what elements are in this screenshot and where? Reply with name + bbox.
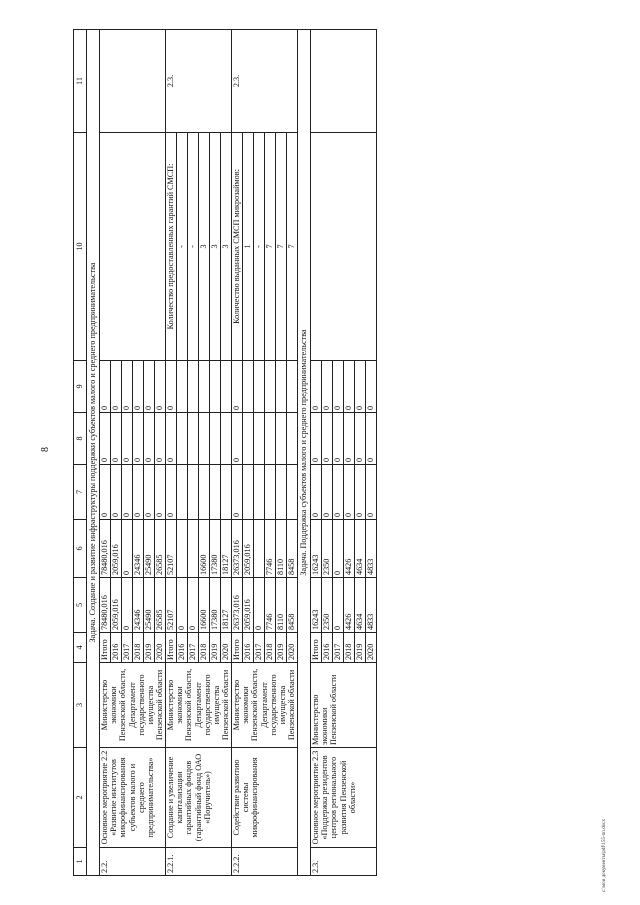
value-cell xyxy=(188,361,199,413)
value-cell: 18127 xyxy=(221,578,232,633)
value-cell: 4634 xyxy=(355,578,366,633)
measure-executor: Министерство экономики Пензенской области xyxy=(311,663,377,748)
value-cell: 4833 xyxy=(366,578,377,633)
value-cell xyxy=(276,413,287,465)
value-cell: 0 xyxy=(122,361,133,413)
year-cell: 2016 xyxy=(243,633,254,663)
column-number: 9 xyxy=(74,361,87,413)
value-cell xyxy=(287,413,298,465)
value-cell: 0 xyxy=(333,578,344,633)
value-cell xyxy=(221,361,232,413)
value-cell: 0 xyxy=(232,465,243,520)
table-row xyxy=(232,30,243,876)
column-number: 8 xyxy=(74,413,87,465)
value-cell: 2059,016 xyxy=(111,520,122,578)
task-heading: Задача. Поддержка субъектов малого и среднего предпринимательства xyxy=(298,30,311,876)
value-cell: 18127 xyxy=(221,520,232,578)
value-cell: 0 xyxy=(355,465,366,520)
value-cell: 0 xyxy=(111,361,122,413)
value-cell: 0 xyxy=(100,465,111,520)
value-cell: 0 xyxy=(333,520,344,578)
value-cell xyxy=(199,361,210,413)
table-row xyxy=(311,30,322,876)
value-cell xyxy=(243,361,254,413)
value-cell: 24346 xyxy=(133,578,144,633)
value-cell: 0 xyxy=(155,465,166,520)
value-cell: 16600 xyxy=(199,520,210,578)
value-cell: 0 xyxy=(254,578,265,633)
value-cell: 0 xyxy=(311,465,322,520)
value-cell: 0 xyxy=(366,413,377,465)
value-cell: 16600 xyxy=(199,578,210,633)
value-cell xyxy=(254,361,265,413)
value-cell: 7746 xyxy=(265,520,276,578)
value-cell xyxy=(188,520,199,578)
value-cell: 4833 xyxy=(366,520,377,578)
value-cell xyxy=(199,465,210,520)
indicator-value: 7 xyxy=(287,133,298,361)
value-cell xyxy=(243,465,254,520)
year-cell: 2017 xyxy=(122,633,133,663)
year-cell: 2017 xyxy=(254,633,265,663)
value-cell: 0 xyxy=(366,465,377,520)
file-path: c:\мои документы\pdf\155-пп.docx xyxy=(602,819,607,892)
value-cell xyxy=(199,413,210,465)
value-cell: 17380 xyxy=(210,520,221,578)
value-cell: 0 xyxy=(144,361,155,413)
value-cell: 0 xyxy=(122,578,133,633)
task-row xyxy=(298,30,311,876)
year-cell: Итого xyxy=(232,633,243,663)
program-table-page xyxy=(73,30,377,876)
indicator-value: 7 xyxy=(276,133,287,361)
value-cell: 0 xyxy=(311,361,322,413)
indicator-cell xyxy=(311,133,377,361)
value-cell: 0 xyxy=(133,465,144,520)
indicator-value: 3 xyxy=(221,133,232,361)
page-number: 8 xyxy=(40,447,51,452)
value-cell xyxy=(287,465,298,520)
value-cell: 0 xyxy=(232,361,243,413)
year-cell: 2018 xyxy=(265,633,276,663)
value-cell: 16243 xyxy=(311,520,322,578)
value-cell xyxy=(221,465,232,520)
task-heading: Задача. Создание и развитие инфраструктуры поддержки субъектов малого и среднего предпринимательства xyxy=(87,30,100,876)
column-number: 11 xyxy=(74,30,87,133)
value-cell: 4426 xyxy=(344,578,355,633)
value-cell xyxy=(276,465,287,520)
year-cell: 2017 xyxy=(188,633,199,663)
value-cell: 0 xyxy=(177,578,188,633)
value-cell: 0 xyxy=(166,413,177,465)
value-cell xyxy=(254,465,265,520)
year-cell: Итого xyxy=(100,633,111,663)
value-cell xyxy=(188,465,199,520)
value-cell: 4634 xyxy=(355,520,366,578)
year-cell: 2016 xyxy=(322,633,333,663)
value-cell: 0 xyxy=(111,413,122,465)
indicator-value: - xyxy=(177,133,188,361)
value-cell xyxy=(210,465,221,520)
value-cell: 78480,016 xyxy=(100,520,111,578)
value-cell xyxy=(265,413,276,465)
column-number-row xyxy=(74,30,87,876)
value-cell: 0 xyxy=(344,465,355,520)
value-cell xyxy=(243,413,254,465)
measure-executor: Министерство экономики Пензенской области, Департамент государственного имущества Пензенской области xyxy=(166,663,232,748)
year-cell: 2020 xyxy=(287,633,298,663)
year-cell: 2019 xyxy=(355,633,366,663)
value-cell xyxy=(254,520,265,578)
column-number: 3 xyxy=(74,663,87,748)
value-cell: 0 xyxy=(100,413,111,465)
value-cell: 0 xyxy=(333,465,344,520)
measure-code: 2.2.2. xyxy=(232,848,298,876)
measure-code: 2.2. xyxy=(100,848,166,876)
value-cell: 24346 xyxy=(133,520,144,578)
value-cell: 25490 xyxy=(144,578,155,633)
value-cell: 2350 xyxy=(322,520,333,578)
value-cell: 78480,016 xyxy=(100,578,111,633)
value-cell: 26373,016 xyxy=(232,520,243,578)
indicator-value: 7 xyxy=(265,133,276,361)
measure-executor: Министерство экономики Пензенской области, Департамент государственного имущества Пензенской области xyxy=(100,663,166,748)
value-cell: 0 xyxy=(133,361,144,413)
value-cell xyxy=(287,361,298,413)
value-cell: 0 xyxy=(155,413,166,465)
indicator-value: 1 xyxy=(243,133,254,361)
value-cell: 8458 xyxy=(287,578,298,633)
value-cell: 0 xyxy=(355,361,366,413)
value-cell: 0 xyxy=(232,413,243,465)
value-cell xyxy=(188,413,199,465)
column-number: 7 xyxy=(74,465,87,520)
value-cell: 0 xyxy=(144,413,155,465)
value-cell xyxy=(177,361,188,413)
value-cell xyxy=(177,465,188,520)
measure-name: Основное мероприятие 2.2 «Развитие институтов микрофинансирования субъектов малого и среднего предпринимательства» xyxy=(100,748,166,848)
year-cell: 2019 xyxy=(210,633,221,663)
value-cell xyxy=(210,361,221,413)
ref-cell: 2.3. xyxy=(232,30,298,133)
value-cell xyxy=(276,361,287,413)
measure-name: Содействие развитию системы микрофинансирования xyxy=(232,748,298,848)
value-cell: 2059,016 xyxy=(243,578,254,633)
column-number: 10 xyxy=(74,133,87,361)
year-cell: 2020 xyxy=(221,633,232,663)
value-cell: 0 xyxy=(322,413,333,465)
value-cell: 52107 xyxy=(166,578,177,633)
indicator-cell: Количество предоставленных гарантий СМСП: xyxy=(166,133,177,361)
year-cell: 2016 xyxy=(177,633,188,663)
year-cell: 2018 xyxy=(199,633,210,663)
year-cell: 2019 xyxy=(144,633,155,663)
value-cell: 0 xyxy=(122,520,133,578)
measure-name: Создание и увеличение капитализации гарантийных фондов (гарантийный фонд ОАО «Поручитель») xyxy=(166,748,232,848)
column-number: 5 xyxy=(74,578,87,633)
value-cell: 52107 xyxy=(166,520,177,578)
value-cell: 2059,016 xyxy=(111,578,122,633)
task-row xyxy=(87,30,100,876)
value-cell: 0 xyxy=(333,413,344,465)
value-cell xyxy=(265,361,276,413)
year-cell: 2018 xyxy=(344,633,355,663)
column-number: 2 xyxy=(74,748,87,848)
indicator-cell: Количество выданных СМСП микрозаймов: xyxy=(232,133,243,361)
measure-executor: Министерство экономики Пензенской области, Департамент государственного имущества Пензенской области xyxy=(232,663,298,748)
measure-code: 2.3. xyxy=(311,848,377,876)
ref-cell xyxy=(100,30,166,133)
column-number: 1 xyxy=(74,848,87,876)
year-cell: Итого xyxy=(311,633,322,663)
value-cell xyxy=(265,465,276,520)
value-cell xyxy=(221,413,232,465)
value-cell: 0 xyxy=(166,361,177,413)
measure-code: 2.2.1. xyxy=(166,848,232,876)
year-cell: 2016 xyxy=(111,633,122,663)
year-cell: 2020 xyxy=(366,633,377,663)
value-cell: 0 xyxy=(344,361,355,413)
value-cell: 8110 xyxy=(276,520,287,578)
year-cell: 2018 xyxy=(133,633,144,663)
table-row xyxy=(100,30,111,876)
year-cell: 2019 xyxy=(276,633,287,663)
indicator-value: - xyxy=(254,133,265,361)
value-cell: 0 xyxy=(122,413,133,465)
ref-cell: 2.3. xyxy=(166,30,232,133)
indicator-value: 3 xyxy=(199,133,210,361)
value-cell: 4426 xyxy=(344,520,355,578)
value-cell: 7746 xyxy=(265,578,276,633)
value-cell: 0 xyxy=(155,361,166,413)
value-cell: 2059,016 xyxy=(243,520,254,578)
year-cell: 2017 xyxy=(333,633,344,663)
value-cell: 0 xyxy=(122,465,133,520)
value-cell: 16243 xyxy=(311,578,322,633)
value-cell: 0 xyxy=(344,413,355,465)
year-cell: Итого xyxy=(166,633,177,663)
value-cell: 26585 xyxy=(155,578,166,633)
indicator-cell xyxy=(100,133,166,361)
value-cell xyxy=(210,413,221,465)
ref-cell xyxy=(311,30,377,133)
year-cell: 2020 xyxy=(155,633,166,663)
indicator-value: - xyxy=(188,133,199,361)
value-cell: 8458 xyxy=(287,520,298,578)
value-cell: 0 xyxy=(311,413,322,465)
measure-name: Основное мероприятие 2.3 «Поддержка резидентов центров регионального развития Пензенской области» xyxy=(311,748,377,848)
value-cell: 0 xyxy=(100,361,111,413)
value-cell xyxy=(254,413,265,465)
value-cell: 0 xyxy=(333,361,344,413)
value-cell: 0 xyxy=(188,578,199,633)
value-cell: 26585 xyxy=(155,520,166,578)
value-cell xyxy=(177,413,188,465)
value-cell: 0 xyxy=(366,361,377,413)
value-cell: 0 xyxy=(144,465,155,520)
value-cell: 0 xyxy=(111,465,122,520)
column-number: 4 xyxy=(74,633,87,663)
column-number: 6 xyxy=(74,520,87,578)
value-cell: 0 xyxy=(355,413,366,465)
value-cell: 0 xyxy=(322,465,333,520)
value-cell: 0 xyxy=(166,465,177,520)
table-row xyxy=(166,30,177,876)
value-cell: 25490 xyxy=(144,520,155,578)
value-cell: 26373,016 xyxy=(232,578,243,633)
value-cell: 17380 xyxy=(210,578,221,633)
value-cell: 0 xyxy=(133,413,144,465)
indicator-value: 3 xyxy=(210,133,221,361)
value-cell xyxy=(177,520,188,578)
value-cell: 0 xyxy=(322,361,333,413)
value-cell: 2350 xyxy=(322,578,333,633)
value-cell: 8110 xyxy=(276,578,287,633)
program-table xyxy=(73,29,377,876)
